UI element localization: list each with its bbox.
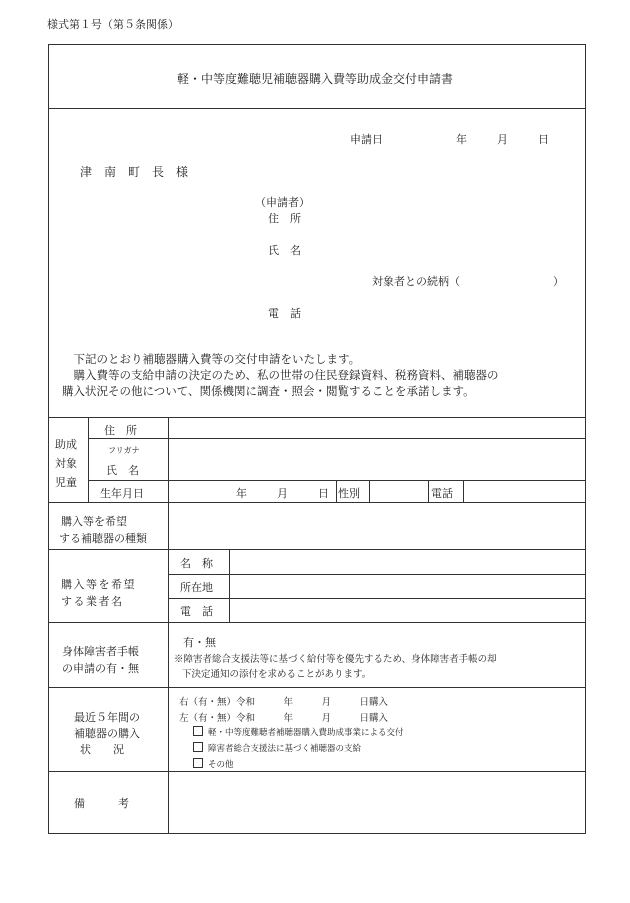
child-label-2: 対象 xyxy=(55,457,77,470)
child-label-1: 助成 xyxy=(55,438,77,451)
child-birth-year: 年 xyxy=(236,487,247,500)
history-label-1: 最近５年間の xyxy=(74,711,140,724)
checkbox[interactable] xyxy=(193,758,203,768)
applicant-heading: （申請者） xyxy=(255,196,310,209)
device-type-label-1: 購入等を希望 xyxy=(61,515,127,528)
applicant-phone-label: 電 話 xyxy=(268,307,301,320)
disability-note-2: 下決定通知の添付を求めることがあります。 xyxy=(182,669,372,680)
history-label-2: 補聴器の購入 xyxy=(74,727,140,740)
vendor-location-label: 所在地 xyxy=(180,581,213,594)
child-name-label: 氏 名 xyxy=(106,464,139,477)
vendor-phone-label: 電 話 xyxy=(180,605,213,618)
history-option-1: 軽・中等度難聴者補聴器購入費助成事業による交付 xyxy=(193,726,404,738)
vendor-label-1: 購入等を希望 xyxy=(61,578,136,591)
applicant-address-label: 住 所 xyxy=(268,212,301,225)
disability-choice: 有・無 xyxy=(183,636,216,649)
vendor-label-2: する業者名 xyxy=(61,595,124,608)
disability-label-2: の申請の有・無 xyxy=(62,662,139,675)
disability-note-1: ※障害者総合支援法等に基づく給付等を優先するため、身体障害者手帳の却 xyxy=(174,654,497,665)
applicant-name-label: 氏 名 xyxy=(268,244,301,257)
child-furigana-label: フリガナ xyxy=(108,446,140,455)
checkbox[interactable] xyxy=(193,742,203,752)
declaration-line-1: 下記のとおり補聴器購入費等の交付申請をいたします。 xyxy=(62,352,361,366)
declaration-line-2: 購入費等の支給申請の決定のため、私の世帯の住民登録資料、税務資料、補聴器の xyxy=(62,368,499,382)
form-number: 様式第１号（第５条関係） xyxy=(47,18,179,31)
child-birth-label: 生年月日 xyxy=(100,487,144,500)
history-option-3: その他 xyxy=(193,758,234,770)
addressee: 津 南 町 長 様 xyxy=(80,165,189,179)
history-label-3: 状 況 xyxy=(80,743,124,756)
remarks-label: 備 考 xyxy=(74,797,129,810)
child-birth-day: 日 xyxy=(318,487,329,500)
history-left-ear: 左（有・無）令和 年 月 日購入 xyxy=(179,713,389,724)
vendor-name-label: 名 称 xyxy=(180,557,213,570)
checkbox[interactable] xyxy=(193,726,203,736)
child-label-3: 児童 xyxy=(55,476,77,489)
relation-label: 対象者との続柄（ xyxy=(372,275,460,288)
relation-close: ） xyxy=(553,275,564,288)
disability-label-1: 身体障害者手帳 xyxy=(62,645,139,658)
date-label: 申請日 xyxy=(350,133,383,146)
child-phone-label: 電話 xyxy=(431,487,453,500)
child-address-label: 住 所 xyxy=(104,424,137,437)
page-title: 軽・中等度難聴児補聴器購入費等助成金交付申請書 xyxy=(176,72,453,86)
declaration-line-3: 購入状況その他について、関係機関に調査・照会・閲覧することを承諾します。 xyxy=(62,384,475,398)
child-birth-month: 月 xyxy=(277,487,288,500)
date-month: 月 xyxy=(497,133,508,146)
date-day: 日 xyxy=(538,133,549,146)
device-type-label-2: する補聴器の種類 xyxy=(59,532,147,545)
history-option-2: 障害者総合支援法に基づく補聴器の支給 xyxy=(193,742,361,754)
child-sex-label: 性別 xyxy=(338,487,360,500)
date-year: 年 xyxy=(456,133,467,146)
history-right-ear: 右（有・無）令和 年 月 日購入 xyxy=(179,697,389,708)
